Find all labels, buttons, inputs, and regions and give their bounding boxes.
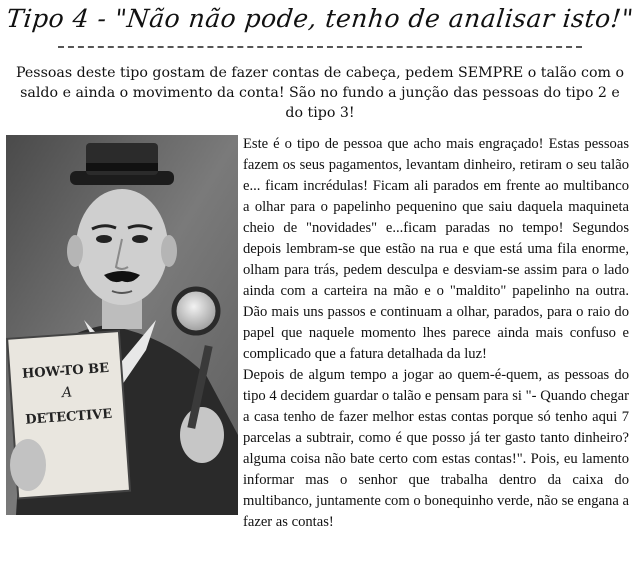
face-shape xyxy=(76,189,168,305)
book-title-line-3: DETECTIVE xyxy=(24,406,113,428)
article-body xyxy=(243,134,629,533)
detective-illustration xyxy=(6,135,238,515)
article-paragraph-1: Este é o tipo de pessoa que acho mais engraçado! Estas pessoas fazem os seus pagamentos, levantam dinheiro, retiram o seu talão e... ficam incrédulas! Ficam ali parados em frente ao multibanco a olhar para o papelinho pequenino que saiu daquela maquineta cheio de "novidades" e...ficam paradas no tempo! Segundos depois lembram-se que estão na rua e que está uma fila enorme, olham para trás, pedem desculpa e desviam-se assim para o lado ainda com a carteira na mão e o "maldito" papelinho na outra. Dão mais uns passos e continuam a olhar, parados, para o raio do papel que naquele momento lhes parece ainda mais confuso e complicado que a fatura detalhada da luz! xyxy=(243,136,629,362)
left-eye-shape xyxy=(96,235,112,243)
book-title-line-2: A xyxy=(61,384,73,402)
book-title-line-1: HOW-TO BE xyxy=(21,360,110,382)
intro-paragraph: Pessoas deste tipo gostam de fazer contas de cabeça, pedem SEMPRE o talão com o saldo e ainda o movimento da conta! São no fundo a junção das pessoas do tipo 2 e do tipo 3! xyxy=(15,65,625,121)
magnifying-glass-icon xyxy=(174,289,218,333)
article-paragraph-2: Depois de algum tempo a jogar ao quem-é-quem, as pessoas do tipo 4 decidem guardar o talão e pensam para si "- Quando chegar a casa tenho de fazer melhor estas contas porque só tenho aqui 7 parcelas a subtrair, como é que posso já ter gasto tanto dinheiro? alguma coisa não bate certo com estas contas!". Pois, eu lamento informar mas o senhor que trabalha dentro da caixa do multibanco, juntamente com o bonequinho verde, não se engana a fazer as contas! xyxy=(243,367,629,530)
right-hand-shape xyxy=(180,407,224,463)
dashed-divider xyxy=(58,46,582,48)
right-eye-shape xyxy=(132,235,148,243)
page-title: Tipo 4 - "Não não pode, tenho de analisar isto!" xyxy=(5,4,635,33)
detective-photo xyxy=(6,135,238,515)
left-hand-shape xyxy=(10,439,46,491)
